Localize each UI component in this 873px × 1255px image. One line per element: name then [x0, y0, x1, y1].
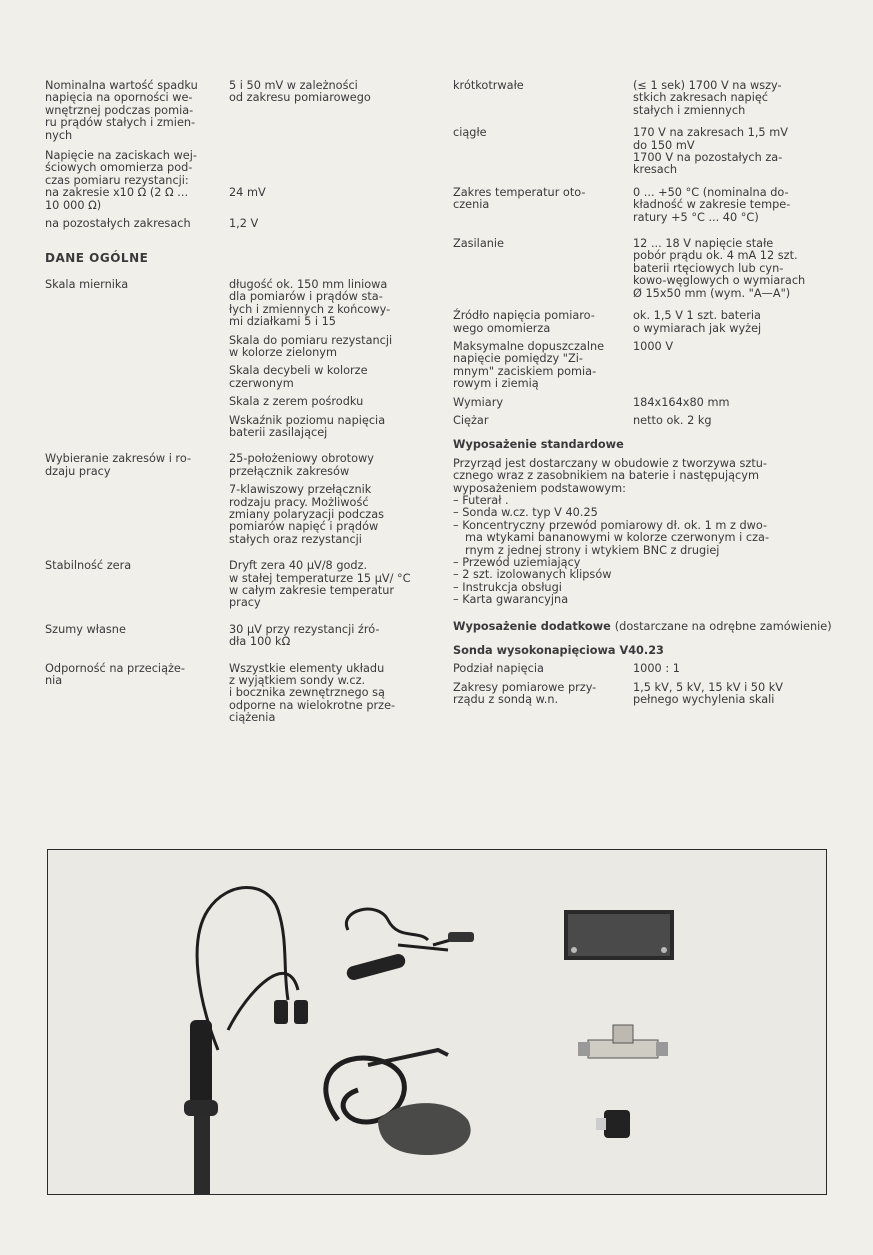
battery-box-illustration — [564, 910, 674, 960]
spec-row-max-voltage — [453, 341, 845, 391]
spec-value: 12 ... 18 V napięcie stałe pobór prądu ok. 4 mA 12 szt. baterii rtęciowych lub cyn- kowo-węglowych o wymiarach Ø 15x50 mm (wym. "A—A") — [633, 237, 806, 300]
spec-value: 184x164x80 mm — [633, 395, 730, 409]
spec-label: Szumy własne — [45, 622, 126, 636]
spec-label: Zakresy pomiarowe przy- rządu z sondą w.n. — [453, 680, 597, 707]
hv-probe-title: Sonda wysokonapięciowa V40.23 — [453, 644, 664, 658]
standard-equipment-intro: Przyrząd jest dostarczany w obudowie z tworzywa sztu- cznego wraz z zasobnikiem na baterie i następującym wyposażeniem podstawowym: — [453, 456, 768, 495]
standard-equipment-title: Wyposażenie standardowe — [453, 438, 624, 452]
spec-row-x10-range — [45, 187, 415, 212]
hv-probe-illustration — [184, 888, 308, 1195]
spec-label: Maksymalne dopuszczalne napięcie pomiędzy "Zi- mnym" zaciskiem pomia- rowym i ziemią — [453, 339, 605, 391]
spec-value: ok. 1,5 V 1 szt. bateria o wymiarach jak wyżej — [633, 309, 762, 335]
extra-equipment-heading — [453, 621, 845, 633]
spec-label: Skala miernika — [45, 277, 129, 291]
list-item: – 2 szt. izolowanych klipsów — [453, 568, 612, 582]
spec-value: 7-klawiszowy przełącznik rodzaju pracy. Możliwość zmiany polaryzacji podczas pomiarów napięć i prądów stałych oraz rezystancji — [229, 483, 385, 546]
standard-equipment-list — [453, 495, 845, 607]
adapter-illustration — [596, 1110, 630, 1138]
extra-equipment-title: Wyposażenie dodatkowe — [453, 619, 611, 633]
spec-row-power — [453, 238, 845, 300]
spec-label: na zakresie x10 Ω (2 Ω ... 10 000 Ω) — [45, 186, 189, 212]
right-column — [453, 80, 845, 715]
spec-row-temperature — [453, 187, 845, 224]
spec-label: ciągłe — [453, 126, 487, 140]
cable-case-illustration — [326, 1050, 471, 1155]
accessories-photo-frame — [47, 849, 827, 1195]
list-item: – Koncentryczny przewód pomiarowy dł. ok. 1 m z dwo- ma wtykami bananowymi w kolorze czerwonym i cza- rnym z jednej strony i wtykiem BNC z drugiej — [453, 518, 770, 557]
spec-value: Dryft zera 40 μV/8 godz. w stałej temperaturze 15 μV/ °C w całym zakresie temperatur pracy — [229, 559, 411, 610]
spec-label: na pozostałych zakresach — [45, 217, 191, 231]
spec-label: Napięcie na zaciskach wej- ściowych omomierza pod- czas pomiaru rezystancji: — [45, 149, 197, 187]
spec-row-other-ranges — [45, 218, 415, 230]
spec-row-division — [453, 663, 845, 675]
spec-label: Wymiary — [453, 395, 504, 409]
spec-label: krótkotrwałe — [453, 79, 524, 92]
spec-value: 1,5 kV, 5 kV, 15 kV i 50 kV pełnego wychylenia skali — [633, 680, 784, 707]
spec-row-ohm-source — [453, 310, 845, 335]
spec-label: Odporność na przeciąże- nia — [45, 661, 185, 688]
spec-label: Źródło napięcia pomiaro- wego omomierza — [453, 309, 595, 335]
spec-row-noise — [45, 624, 415, 649]
spec-value: 25-położeniowy obrotowy przełącznik zakresów — [229, 452, 374, 478]
spec-row-overload — [45, 663, 415, 725]
list-item: – Instrukcja obsługi — [453, 580, 562, 594]
spec-value: długość ok. 150 mm liniowa dla pomiarów i prądów sta- łych i zmiennych z końcowy- mi działkami 5 i 15 — [229, 277, 391, 329]
spec-row-continuous — [453, 127, 845, 177]
spec-row-zero-stability — [45, 560, 415, 610]
spec-label: Ciężar — [453, 413, 489, 427]
rf-probe-illustration — [345, 909, 474, 981]
spec-values — [229, 453, 415, 552]
spec-value: Wskaźnik poziomu napięcia baterii zasilającej — [229, 413, 386, 439]
spec-value: 0 ... +50 °C (nominalna do- kładność w zakresie tempe- ratury +5 °C ... 40 °C) — [633, 185, 791, 224]
left-column — [45, 80, 415, 733]
spec-value: (≤ 1 sek) 1700 V na wszy- stkich zakresach napięć stałych i zmiennych — [633, 79, 782, 117]
spec-value: 1,2 V — [229, 217, 259, 231]
accessories-photo — [48, 850, 826, 1194]
section-title-general: DANE OGÓLNE — [45, 251, 149, 266]
bnc-connector-illustration — [578, 1025, 668, 1058]
spec-label: Wybieranie zakresów i ro- dzaju pracy — [45, 452, 192, 478]
spec-value: 1000 : 1 — [633, 662, 680, 676]
list-item: – Przewód uziemiający — [453, 556, 581, 569]
spec-row-hv-ranges — [453, 682, 845, 707]
spec-row-voltage-drop — [45, 80, 415, 142]
spec-row-short-term — [453, 80, 845, 117]
spec-row-weight — [453, 415, 845, 427]
spec-value: 24 mV — [229, 186, 266, 200]
spec-value — [229, 150, 415, 187]
spec-label: Zasilanie — [453, 237, 504, 251]
spec-value: 170 V na zakresach 1,5 mV do 150 mV 1700 V na pozostałych za- kresach — [633, 126, 788, 177]
spec-row-scale — [45, 279, 415, 445]
spec-value: Skala decybeli w kolorze czerwonym — [229, 364, 368, 390]
spec-value: 5 i 50 mV w zależności od zakresu pomiarowego — [229, 79, 371, 105]
spec-value: Skala do pomiaru rezystancji w kolorze zielonym — [229, 333, 393, 359]
spec-value: netto ok. 2 kg — [633, 413, 712, 427]
list-item: – Karta gwarancyjna — [453, 593, 569, 607]
extra-equipment-note: (dostarczane na odrębne zamówienie) — [614, 619, 832, 633]
spec-value: 1000 V — [633, 339, 674, 353]
spec-label: Nominalna wartość spadku napięcia na oporności we- wnętrznej podczas pomia- ru prądów stałych i zmien- nych — [45, 79, 198, 142]
spec-value: 30 μV przy rezystancji źró- dła 100 kΩ — [229, 622, 380, 649]
spec-row-ohmmeter-voltage — [45, 150, 415, 187]
list-item: – Sonda w.cz. typ V 40.25 — [453, 506, 598, 520]
spec-value: Wszystkie elementy układu z wyjątkiem sondy w.cz. i bocznika zewnętrznego są odporne na wielokrotne prze- ciążenia — [229, 661, 396, 725]
spec-label: Zakres temperatur oto- czenia — [453, 185, 586, 212]
spec-label: Stabilność zera — [45, 559, 132, 573]
spec-values — [229, 279, 415, 445]
spec-label: Podział napięcia — [453, 662, 544, 676]
spec-row-range-selection — [45, 453, 415, 552]
spec-row-dimensions — [453, 397, 845, 409]
list-item: – Futerał . — [453, 493, 509, 507]
spec-value: Skala z zerem pośrodku — [229, 395, 364, 409]
